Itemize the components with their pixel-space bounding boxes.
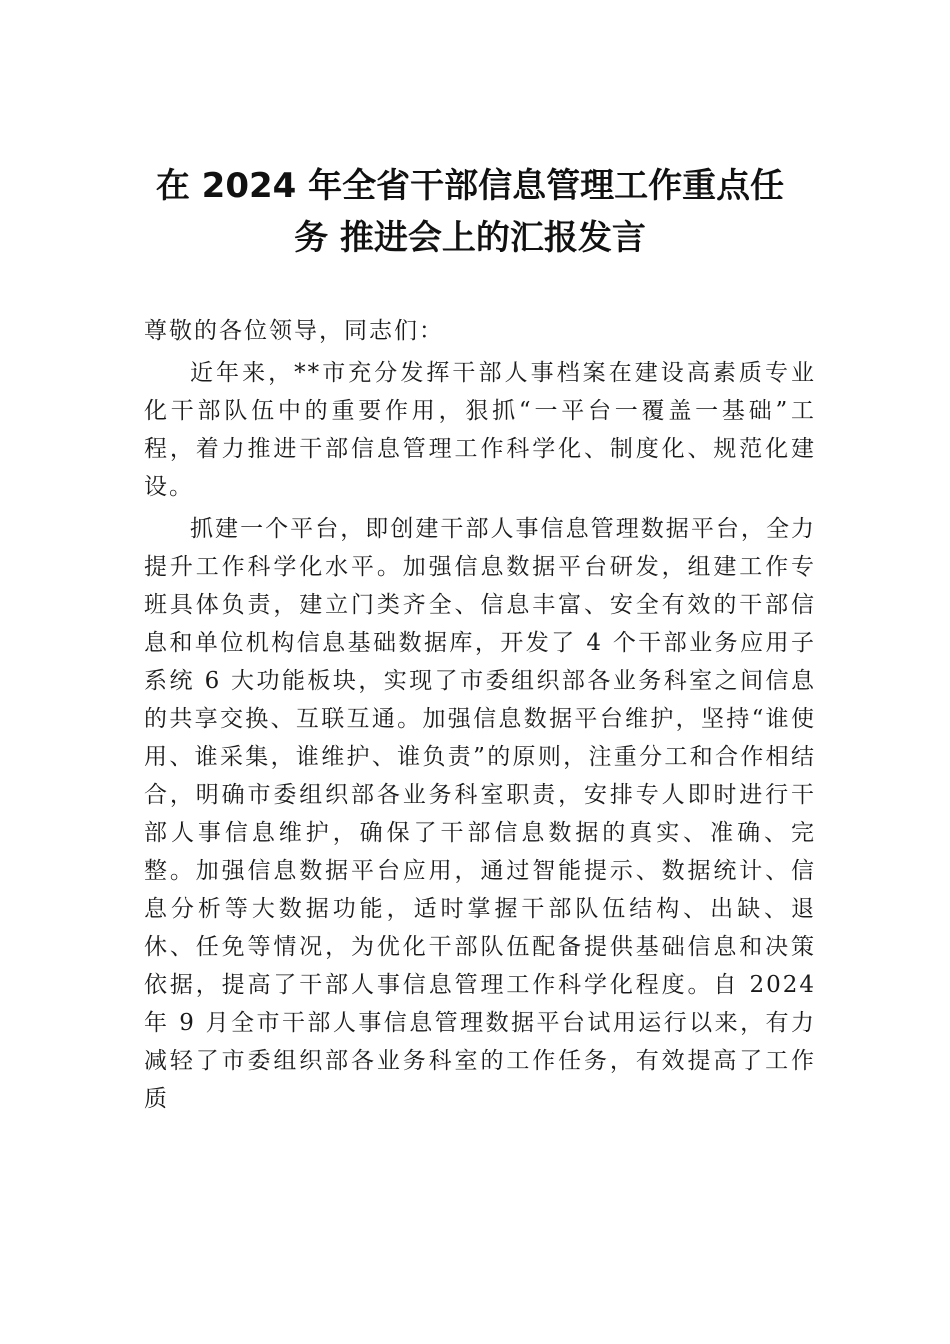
title-line-1: 在 2024 年全省干部信息管理工作重点任 <box>155 166 785 206</box>
document-title <box>120 160 820 264</box>
document-body <box>144 312 816 1118</box>
salutation: 尊敬的各位领导，同志们： <box>144 318 444 344</box>
paragraph-2: 抓建一个平台，即创建干部人事信息管理数据平台，全力提升工作科学化水平。加强信息数据平台研发，组建工作专班具体负责，建立门类齐全、信息丰富、安全有效的干部信息和单位机构信息基础数据库，开发了 4 个干部业务应用子系统 6 大功能板块，实现了市委组织部各业务科室之间信息的共享交换、互联互通。加强信息数据平台维护，坚持“谁使用、谁采集，谁维护、谁负责”的原则，注重分工和合作相结合，明确市委组织部各业务科室职责，安排专人即时进行干部人事信息维护，确保了干部信息数据的真实、准确、完整。加强信息数据平台应用，通过智能提示、数据统计、信息分析等大数据功能，适时掌握干部队伍结构、出缺、退休、任免等情况，为优化干部队伍配备提供基础信息和决策依据，提高了干部人事信息管理工作科学化程度。自 2024 年 9 月全市干部人事信息管理数据平台试用运行以来，有力减轻了市委组织部各业务科室的工作任务，有效提高了工作质 <box>144 516 816 1112</box>
title-line-2: 务 推进会上的汇报发言 <box>294 218 646 258</box>
paragraph-1: 近年来，**市充分发挥干部人事档案在建设高素质专业化干部队伍中的重要作用，狠抓“一平台一覆盖一基础”工程，着力推进干部信息管理工作科学化、制度化、规范化建设。 <box>144 360 816 500</box>
